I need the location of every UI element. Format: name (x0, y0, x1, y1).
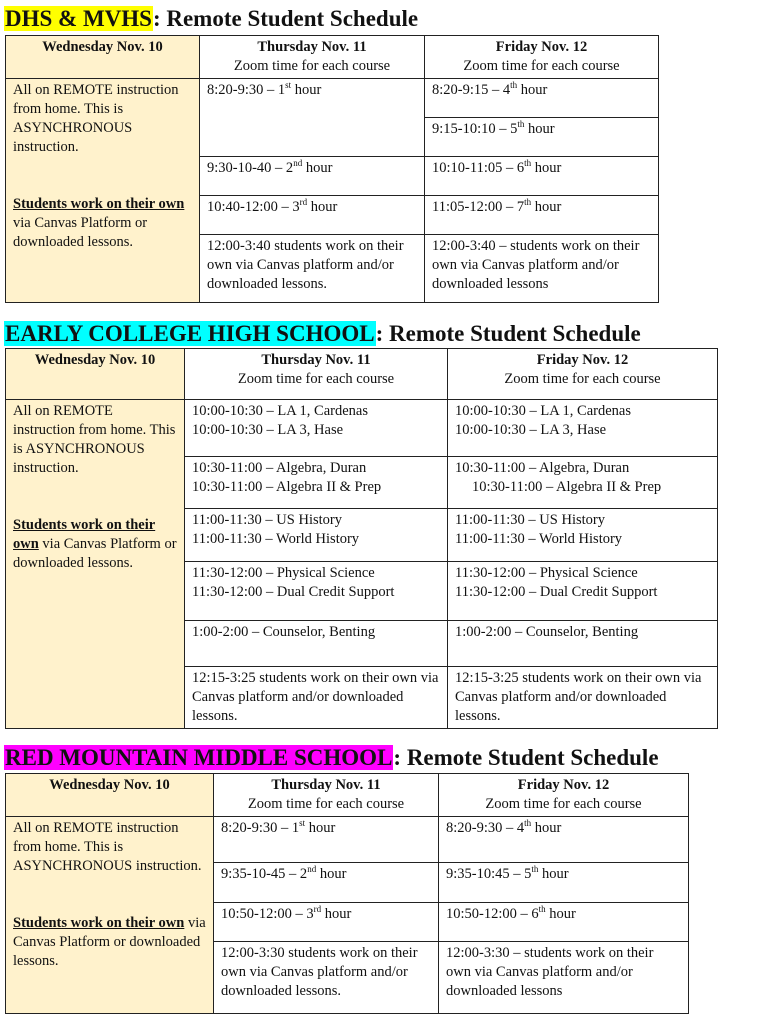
title-suffix: : Remote Student Schedule (152, 6, 419, 31)
schedule-cell: 11:05-12:00 – 7th hour (425, 196, 659, 235)
schedule-cell: 10:50-12:00 – 6th hour (439, 903, 689, 942)
day-label: Thursday Nov. 11 (257, 39, 367, 55)
friday-header (425, 36, 659, 79)
schedule-cell: 10:00-10:30 – LA 1, Cardenas 10:00-10:30 – LA 3, Hase (185, 400, 448, 457)
zoom-note: Zoom time for each course (247, 796, 405, 812)
zoom-note: Zoom time for each course (485, 796, 642, 812)
zoom-note: Zoom time for each course (463, 58, 620, 74)
zoom-note: Zoom time for each course (233, 58, 391, 74)
schedule-cell: 12:00-3:30 students work on their own via Canvas platform and/or downloaded lessons. (214, 942, 439, 1014)
wednesday-header: Wednesday Nov. 10 (6, 349, 185, 400)
schedule-cell: 8:20-9:30 – 4th hour (439, 817, 689, 863)
title-suffix: : Remote Student Schedule (375, 321, 641, 346)
schedule-cell: 11:30-12:00 – Physical Science 11:30-12:00 – Dual Credit Support (448, 562, 718, 621)
schedule-cell: 1:00-2:00 – Counselor, Benting (185, 621, 448, 667)
section-title-dhs (4, 6, 418, 32)
wednesday-cell (6, 79, 200, 303)
school-name: DHS & MVHS (5, 6, 152, 31)
section-title-echs (4, 321, 641, 347)
schedule-cell: 8:20-9:30 – 1st hour (214, 817, 439, 863)
schedule-cell: 9:30-10-40 – 2nd hour (200, 157, 425, 196)
thursday-header (214, 774, 439, 817)
day-label: Thursday Nov. 11 (261, 352, 371, 368)
wednesday-text: All on REMOTE instruction from home. This is ASYNCHRONOUS instruction. (13, 820, 202, 874)
school-name: EARLY COLLEGE HIGH SCHOOL (5, 321, 375, 346)
friday-header (448, 349, 718, 400)
schedule-cell: 12:00-3:40 – students work on their own via Canvas platform and/or downloaded lessons (425, 235, 659, 303)
wednesday-text: All on REMOTE instruction from home. This is ASYNCHRONOUS instruction. (13, 403, 176, 476)
wednesday-header: Wednesday Nov. 10 (6, 774, 214, 817)
schedule-table-rmms (5, 773, 689, 1014)
schedule-cell: 10:40-12:00 – 3rd hour (200, 196, 425, 235)
schedule-cell: 9:35-10:45 – 5th hour (439, 863, 689, 903)
schedule-cell: 12:00-3:40 students work on their own via Canvas platform and/or downloaded lessons. (200, 235, 425, 303)
schedule-cell: 10:50-12:00 – 3rd hour (214, 903, 439, 942)
schedule-cell: 10:10-11:05 – 6th hour (425, 157, 659, 196)
wednesday-header: Wednesday Nov. 10 (6, 36, 200, 79)
school-name: RED MOUNTAIN MIDDLE SCHOOL (5, 745, 393, 770)
day-label: Friday Nov. 12 (495, 39, 588, 55)
wednesday-emphasis: Students work on their own (13, 196, 185, 212)
schedule-cell: 8:20-9:15 – 4th hour (425, 79, 659, 118)
zoom-note: Zoom time for each course (237, 371, 395, 387)
wednesday-text: All on REMOTE instruction from home. This is ASYNCHRONOUS instruction. (13, 82, 179, 155)
day-label: Friday Nov. 12 (517, 777, 610, 793)
schedule-cell: 12:15-3:25 students work on their own via Canvas platform and/or downloaded lessons. (185, 667, 448, 729)
schedule-cell: 9:15-10:10 – 5th hour (425, 118, 659, 157)
schedule-cell: 11:00-11:30 – US History 11:00-11:30 – World History (448, 509, 718, 562)
day-label: Friday Nov. 12 (536, 352, 629, 368)
section-title-rmms (4, 745, 659, 771)
schedule-cell: 12:00-3:30 – students work on their own via Canvas platform and/or downloaded lessons (439, 942, 689, 1014)
wednesday-emphasis: Students work on their own (13, 915, 185, 931)
title-suffix: : Remote Student Schedule (393, 745, 659, 770)
wednesday-emphasis: Students work on their own (13, 517, 156, 552)
thursday-header (185, 349, 448, 400)
wednesday-rest: via Canvas Platform or downloaded lessons. (13, 215, 148, 250)
schedule-cell: 12:15-3:25 students work on their own via Canvas platform and/or downloaded lessons. (448, 667, 718, 729)
wednesday-cell (6, 817, 214, 1014)
schedule-table-dhs (5, 35, 659, 303)
schedule-cell: 10:30-11:00 – Algebra, Duran 10:30-11:00 – Algebra II & Prep (448, 457, 718, 509)
wednesday-cell (6, 400, 185, 729)
schedule-cell: 11:00-11:30 – US History 11:00-11:30 – World History (185, 509, 448, 562)
schedule-cell: 10:30-11:00 – Algebra, Duran 10:30-11:00 – Algebra II & Prep (185, 457, 448, 509)
day-label: Thursday Nov. 11 (271, 777, 381, 793)
friday-header (439, 774, 689, 817)
schedule-cell: 8:20-9:30 – 1st hour (200, 79, 425, 157)
schedule-cell: 11:30-12:00 – Physical Science 11:30-12:00 – Dual Credit Support (185, 562, 448, 621)
wednesday-rest: via Canvas Platform or downloaded lessons. (13, 915, 206, 969)
wednesday-rest: via Canvas Platform or downloaded lessons. (13, 536, 177, 571)
schedule-cell: 1:00-2:00 – Counselor, Benting (448, 621, 718, 667)
thursday-header (200, 36, 425, 79)
schedule-table-echs (5, 348, 718, 729)
schedule-cell: 9:35-10-45 – 2nd hour (214, 863, 439, 903)
zoom-note: Zoom time for each course (504, 371, 661, 387)
schedule-cell: 10:00-10:30 – LA 1, Cardenas 10:00-10:30 – LA 3, Hase (448, 400, 718, 457)
